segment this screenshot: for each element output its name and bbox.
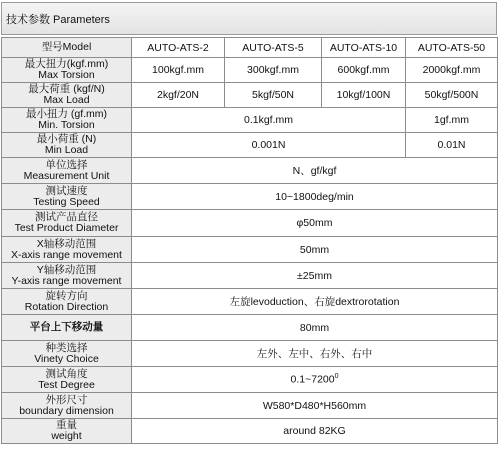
table-cell: 10~1800deg/min	[132, 184, 498, 210]
table-cell: 2kgf/20N	[132, 83, 225, 108]
model-header: AUTO-ATS-10	[322, 38, 406, 58]
table-row-min-load	[2, 133, 498, 158]
table-cell: 10kgf/100N	[322, 83, 406, 108]
row-label-en: X-axis range movement	[11, 248, 122, 261]
table-row-max-torsion	[2, 58, 498, 83]
row-label-zh: 最大扭力(kgf.mm)	[24, 58, 109, 70]
table-row-weight	[2, 419, 498, 444]
table-row-product-diameter	[2, 210, 498, 237]
row-label-zh: X轴移动范围	[36, 237, 97, 250]
row-label-zh: Y轴移动范围	[36, 263, 97, 276]
table-row-model	[2, 38, 498, 58]
table-row-test-degree	[2, 367, 498, 393]
table-cell: 600kgf.mm	[322, 58, 406, 83]
row-label-en: Testing Speed	[33, 195, 100, 208]
row-label-en: weight	[51, 430, 82, 442]
row-label-rotation-direction	[2, 289, 132, 315]
row-label-zh: 最小扭力 (gf.mm)	[25, 108, 108, 120]
row-label-test-degree	[2, 367, 132, 393]
row-label-product-diameter	[2, 210, 132, 237]
row-label-en: Y-axis range movement	[11, 274, 122, 287]
table-row-x-range	[2, 237, 498, 263]
row-label-en: Min Load	[44, 144, 89, 156]
row-label-boundary-dimension	[2, 393, 132, 419]
row-label-en: Rotation Direction	[24, 300, 109, 313]
table-cell: 左旋levoduction、右旋dextrorotation	[132, 289, 498, 315]
table-cell: φ50mm	[132, 210, 498, 237]
row-label-variety-choice	[2, 341, 132, 367]
table-row-max-load	[2, 83, 498, 108]
table-cell: 50mm	[132, 237, 498, 263]
table-row-boundary-dimension	[2, 393, 498, 419]
row-label-en: Max Load	[43, 94, 90, 106]
row-label-zh: 最小荷重 (N)	[36, 133, 97, 145]
table-row-testing-speed	[2, 184, 498, 210]
table-cell: 50kgf/500N	[406, 83, 498, 108]
table-cell: 300kgf.mm	[225, 58, 322, 83]
row-label-zh: 测试速度	[45, 184, 88, 197]
row-label-model	[2, 38, 132, 58]
row-label-text: 型号Model	[41, 41, 92, 53]
section-title: 技术参数 Parameters	[1, 2, 497, 35]
table-cell: 0.01N	[406, 133, 498, 158]
table-cell: 5kgf/50N	[225, 83, 322, 108]
row-label-en: Test Degree	[38, 378, 95, 391]
row-label-min-load	[2, 133, 132, 158]
table-row-variety-choice	[2, 341, 498, 367]
row-label-measurement-unit	[2, 158, 132, 184]
model-header: AUTO-ATS-50	[406, 38, 498, 58]
table-row-platform-travel	[2, 315, 498, 341]
model-header: AUTO-ATS-2	[132, 38, 225, 58]
row-label-y-range	[2, 263, 132, 289]
row-label-zh: 外形尺寸	[45, 393, 88, 406]
table-row-rotation-direction	[2, 289, 498, 315]
row-label-en: Max Torsion	[38, 69, 95, 81]
row-label-en: Vinety Choice	[34, 352, 99, 365]
row-label-en: boundary dimension	[19, 404, 114, 417]
row-label-min-torsion	[2, 108, 132, 133]
row-label-max-torsion	[2, 58, 132, 83]
table-row-measurement-unit	[2, 158, 498, 184]
table-cell: 2000kgf.mm	[406, 58, 498, 83]
row-label-testing-speed	[2, 184, 132, 210]
table-row-min-torsion	[2, 108, 498, 133]
row-label-zh: 旋转方向	[45, 289, 88, 302]
table-cell: 0.1kgf.mm	[132, 108, 406, 133]
table-cell: 100kgf.mm	[132, 58, 225, 83]
table-row-y-range	[2, 263, 498, 289]
row-label-zh: 最大荷重 (kgf/N)	[28, 83, 105, 95]
row-label-max-load	[2, 83, 132, 108]
table-cell: 1gf.mm	[406, 108, 498, 133]
row-label-en: Measurement Unit	[23, 169, 110, 182]
row-label-x-range	[2, 237, 132, 263]
table-cell: 80mm	[132, 315, 498, 341]
row-label-weight	[2, 419, 132, 444]
table-cell: W580*D480*H560mm	[132, 393, 498, 419]
row-label-zh: 测试角度	[45, 367, 88, 380]
table-cell: around 82KG	[132, 419, 498, 444]
row-label-en: Min. Torsion	[38, 119, 95, 131]
row-label-en: Test Product Diameter	[14, 222, 119, 234]
table-cell: ±25mm	[132, 263, 498, 289]
table-cell: 0.001N	[132, 133, 406, 158]
row-label-platform-travel	[2, 315, 132, 341]
table-cell: 左外、左中、右外、右中	[132, 341, 498, 367]
row-label-zh: 单位选择	[45, 158, 88, 171]
parameters-table	[1, 37, 498, 444]
model-header: AUTO-ATS-5	[225, 38, 322, 58]
row-label-zh: 重量	[56, 419, 77, 431]
row-label-zh: 种类选择	[45, 341, 88, 354]
row-label-zh: 测试产品直径	[35, 211, 98, 223]
test-degree-value: 0.1~7200	[290, 373, 335, 386]
degree-superscript: 0	[334, 373, 339, 381]
table-cell: N、gf/kgf	[132, 158, 498, 184]
row-label-zh: 平台上下移动量	[29, 321, 104, 333]
table-cell	[132, 367, 498, 393]
